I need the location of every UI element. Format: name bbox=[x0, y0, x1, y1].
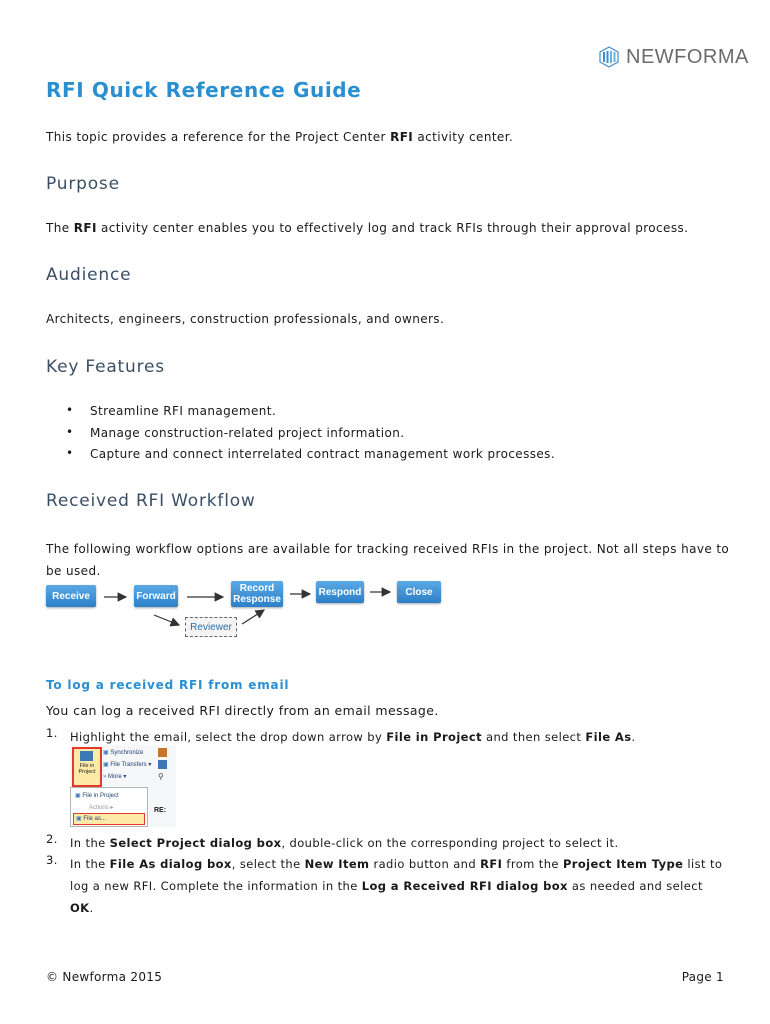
dropdown-item-actions: Actions ▸ bbox=[89, 805, 114, 811]
file-in-project-dropdown bbox=[70, 787, 148, 827]
purpose-paragraph: The RFI activity center enables you to effectively log and track RFIs through their approval process. bbox=[46, 221, 689, 235]
audience-paragraph: Architects, engineers, construction professionals, and owners. bbox=[46, 312, 445, 326]
workflow-step-receive: Receive bbox=[46, 585, 96, 607]
list-item: • Manage construction-related project information. bbox=[66, 426, 555, 448]
file-in-project-icon bbox=[80, 751, 93, 761]
arrow-to-reviewer bbox=[154, 615, 179, 625]
outlook-ribbon-screenshot bbox=[70, 745, 176, 827]
audience-heading: Audience bbox=[46, 265, 132, 285]
workflow-step-forward: Forward bbox=[134, 585, 178, 607]
email-subject-re: RE: bbox=[154, 807, 167, 814]
list-item: • Streamline RFI management. bbox=[66, 404, 555, 426]
menu-more: » More ▾ bbox=[103, 774, 127, 780]
log-email-heading: To log a received RFI from email bbox=[46, 678, 290, 692]
ribbon-icon bbox=[158, 760, 167, 769]
dropdown-item-file-in-project: ▣ File in Project bbox=[75, 793, 119, 799]
ribbon-icon bbox=[158, 748, 167, 757]
workflow-paragraph: The following workflow options are available for tracking received RFIs in the project. Not all steps have to be used. bbox=[46, 542, 730, 578]
workflow-step-record-response: Record Response bbox=[231, 581, 283, 607]
workflow-step-respond: Respond bbox=[316, 581, 364, 603]
footer-copyright: © Newforma 2015 bbox=[46, 970, 163, 984]
arrow-reviewer-record bbox=[242, 610, 264, 624]
menu-file-transfers: ▣ File Transfers ▾ bbox=[103, 762, 152, 768]
workflow-step-close: Close bbox=[397, 581, 441, 603]
log-email-paragraph: You can log a received RFI directly from an email message. bbox=[46, 703, 439, 718]
purpose-heading: Purpose bbox=[46, 174, 120, 194]
dropdown-item-file-as: ▣ File as... bbox=[73, 813, 145, 825]
footer-page-number: Page 1 bbox=[681, 970, 724, 984]
list-item: • Capture and connect interrelated contract management work processes. bbox=[66, 447, 555, 469]
page-title: RFI Quick Reference Guide bbox=[46, 78, 362, 102]
search-icon: ⚲ bbox=[158, 772, 164, 781]
workflow-heading: Received RFI Workflow bbox=[46, 491, 256, 511]
workflow-step-reviewer: Reviewer bbox=[185, 617, 237, 637]
intro-paragraph: This topic provides a reference for the Project Center RFI activity center. bbox=[46, 130, 514, 144]
file-in-project-button: File in Project bbox=[72, 747, 102, 787]
key-features-heading: Key Features bbox=[46, 357, 165, 377]
logo-text: NEWFORMA bbox=[626, 45, 749, 68]
menu-synchronize: ▣ Synchronize bbox=[103, 750, 144, 756]
